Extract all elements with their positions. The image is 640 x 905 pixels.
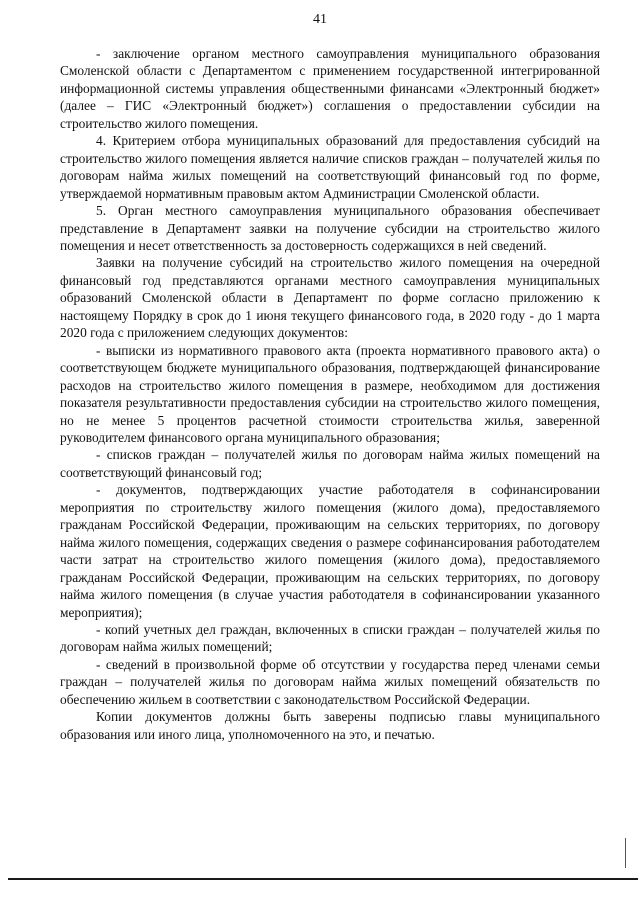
bottom-rule (8, 878, 638, 880)
list-item-no-obligations-info: - сведений в произвольной форме об отсутствии у государства перед членами семьи граждан – получателей жилья по договорам найма жилых помещений обязательств по обеспечению жильем в соответствии с законодательством Российской Федерации. (60, 656, 600, 707)
list-item-employer-cofinancing: - документов, подтверждающих участие работодателя в софинансировании мероприятия по строительству жилого помещения (жилого дома), предоставляемого гражданам Российской Федерации, проживающим на сельских территориях, по договору найма жилого помещения, содержащих сведения о размере софинансирования работодателем части затрат на строительство жилого помещения (жилого дома), предоставляемого гражданам Российской Федерации, проживающим на сельских территориях, по договору найма жилого помещения (в случае участия работодателя в софинансировании указанного мероприятия); (60, 482, 600, 620)
scan-edge-mark (625, 838, 626, 868)
paragraph-agreement-conclusion: - заключение органом местного самоуправления муниципального образования Смоленской области с Департаментом с применением государственной интегрированной информационной системы управления общественными финансами «Электронный бюджет» (далее – ГИС «Электронный бюджет») соглашения о предоставлении субсидии на строительство жилого помещения. (60, 46, 600, 131)
page-number: 41 (313, 12, 327, 27)
list-item-citizen-lists: - списков граждан – получателей жилья по договорам найма жилых помещений на соответствующий финансовый год; (60, 447, 600, 480)
list-item-case-file-copies: - копий учетных дел граждан, включенных в списки граждан – получателей жилья по договорам найма жилых помещений; (60, 621, 600, 655)
paragraph-local-authority-duty: 5. Орган местного самоуправления муниципального образования обеспечивает представление в Департамент заявки на получение субсидии на строительство жилого помещения и несет ответственность за достоверность содержащихся в ней сведений. (60, 203, 600, 253)
paragraph-application-deadline: Заявки на получение субсидий на строительство жилого помещения на очередной финансовый год представляются органами местного самоуправления муниципальных образований Смоленской области в Департамент по форме согласно приложению к настоящему Порядку в срок до 1 июня текущего финансового года, в 2020 году - до 1 марта 2020 года с приложением следующих документов: (60, 255, 600, 341)
paragraph-selection-criterion: 4. Критерием отбора муниципальных образований для предоставления субсидий на строительство жилого помещения является наличие списков граждан – получателей жилья по договорам найма жилых помещений на соответствующий финансовый год по форме, утверждаемой нормативным правовым актом Администрации Смоленской области. (60, 133, 600, 201)
list-item-budget-extract: - выписки из нормативного правового акта (проекта нормативного правового акта) о соответствующем бюджете муниципального образования, подтверждающей финансирование расходов на строительство жилого помещения в размере, необходимом для достижения показателя результативности предоставления субсидии на строительство жилого помещения, но не менее 5 процентов расчетной стоимости строительства жилья, заверенной руководителем финансового органа муниципального образования; (60, 342, 600, 445)
paragraph-certification-requirement: Копии документов должны быть заверены подписью главы муниципального образования или иного лица, уполномоченного на это, и печатью. (60, 709, 600, 742)
body-text (60, 45, 600, 743)
